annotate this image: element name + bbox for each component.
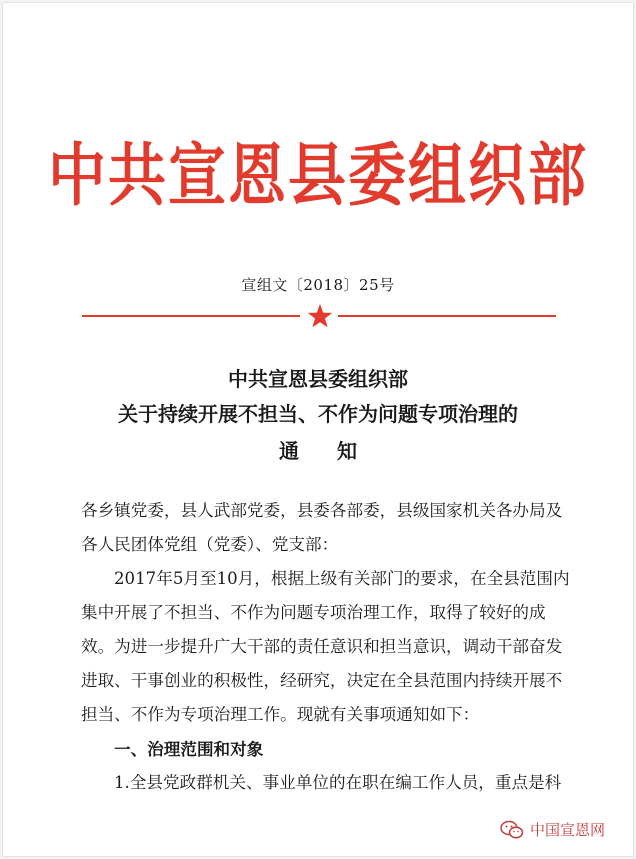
item-1-text: 1.全县党政群机关、事业单位的在职在编工作人员，重点是科 [114, 773, 562, 792]
document-page [2, 2, 634, 857]
recipients-line-2: 各人民团体党组（党委）、党支部： [81, 535, 339, 554]
paragraph-line-3: 效。为进一步提升广大干部的责任意识和担当意识，调动干部奋发 [81, 637, 563, 656]
paragraph-line-5: 担当、不作为专项治理工作。现就有关事项通知如下： [81, 705, 480, 724]
red-star-icon [307, 303, 333, 329]
section-heading-1: 一、治理范围和对象 [114, 739, 264, 759]
document-number: 宣组文〔2018〕25号 [241, 276, 395, 294]
divider-line-right [338, 315, 556, 317]
subject-line-1: 中共宣恩县委组织部 [228, 367, 408, 391]
paragraph-line-1: 2017年5月至10月，根据上级有关部门的要求，在全县范围内 [114, 569, 570, 588]
watermark-text: 中国宣恩网 [530, 821, 606, 839]
wechat-icon [500, 820, 524, 840]
issuer-header-title: 中共宣恩县委组织部 [47, 135, 588, 216]
paragraph-line-4: 进取、干事创业的积极性，经研究，决定在全县范围内持续开展不 [81, 671, 563, 690]
recipients-line-1: 各乡镇党委，县人武部党委，县委各部委，县级国家机关各办局及 [81, 501, 563, 520]
red-divider [82, 305, 556, 329]
subject-line-2: 关于持续开展不担当、不作为问题专项治理的 [118, 402, 518, 426]
subject-line-3: 通知 [279, 439, 395, 463]
paragraph-line-2: 集中开展了不担当、不作为问题专项治理工作，取得了较好的成 [81, 603, 546, 622]
divider-line-left [82, 315, 300, 317]
watermark [500, 819, 605, 840]
